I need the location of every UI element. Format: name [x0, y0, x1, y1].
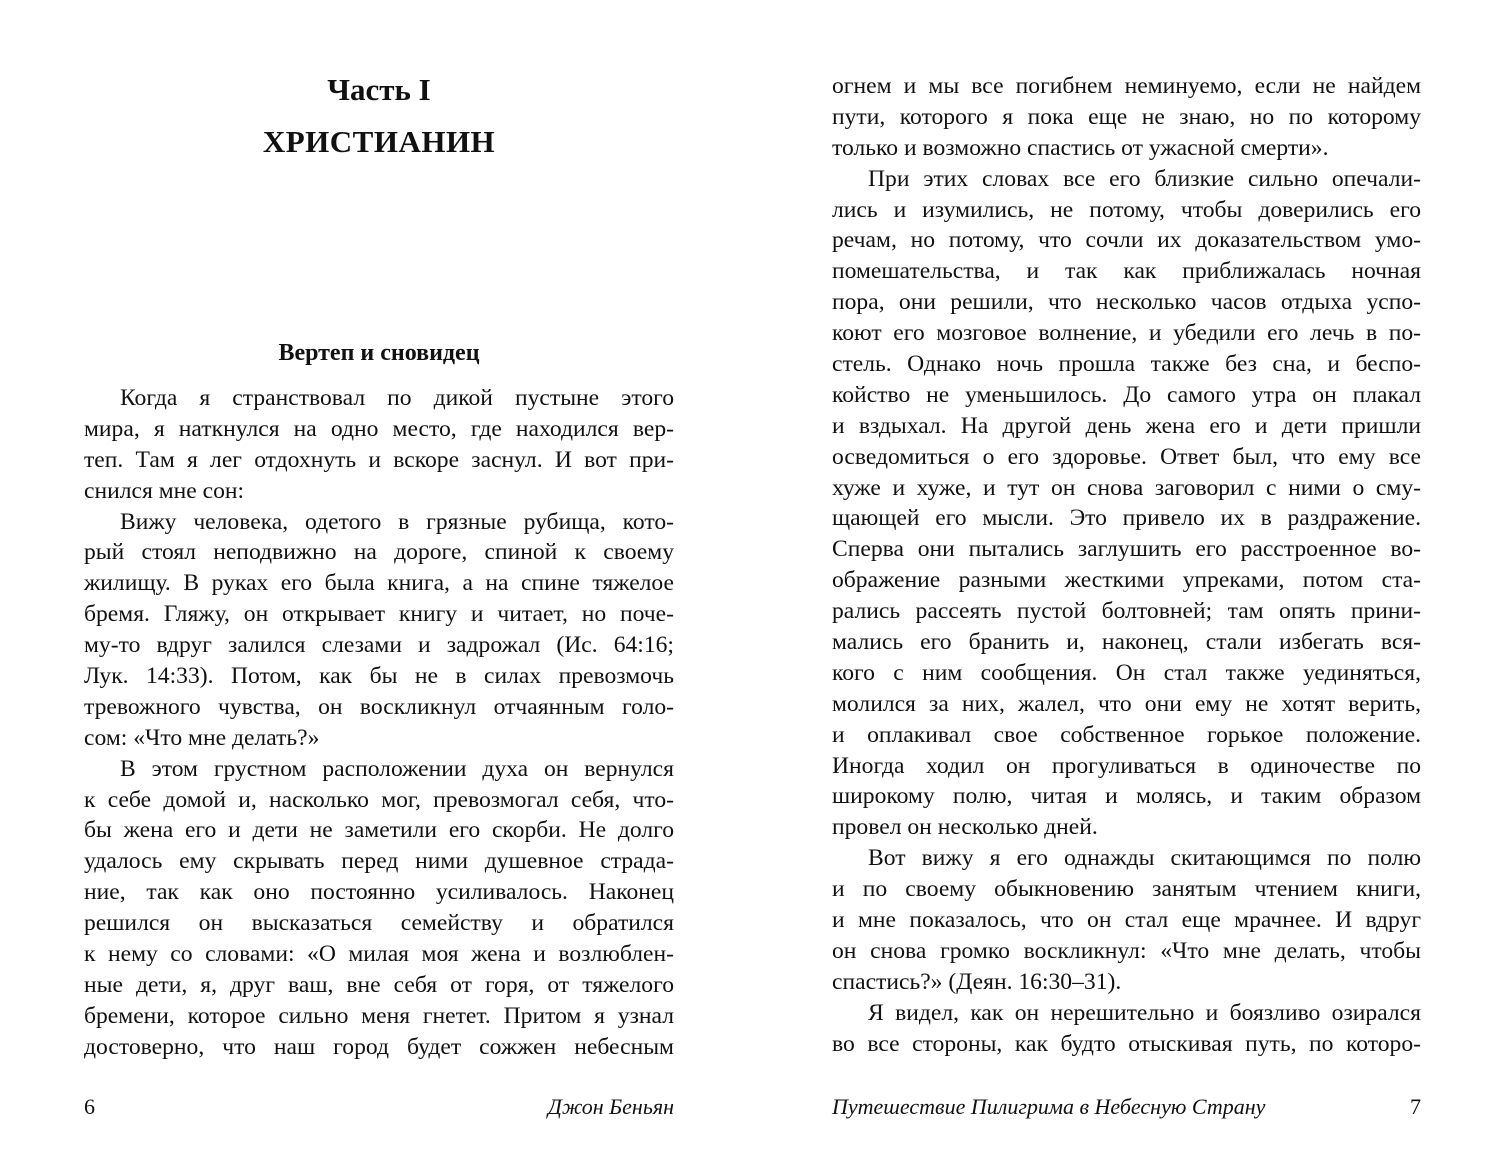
text-line: Вот вижу я его однажды скитающимся по полю: [868, 845, 1421, 872]
text-line: Сперва они пытались заглушить его расстроенное во-: [832, 536, 1421, 563]
text-line: щающей его мысли. Это привело их в раздражение.: [832, 505, 1421, 532]
text-line: снился мне сон:: [84, 477, 245, 504]
text-line: речам, но потому, что сочли их доказательством умо-: [832, 227, 1421, 254]
text-line: пути, которого я пока еще не знаю, но по которому: [832, 103, 1421, 130]
text-line: жилищу. В руках его была книга, а на спине тяжелое: [84, 570, 674, 597]
text-line: коют его мозговое волнение, и убедили его лечь в по-: [832, 320, 1421, 347]
text-line: достоверно, что наш город будет сожжен небесным: [84, 1033, 674, 1060]
text-line: стель. Однако ночь прошла также без сна, и беспо-: [832, 351, 1421, 378]
text-line: помешательства, и так как приближалась ночная: [832, 258, 1421, 285]
part-title: Часть I: [327, 72, 431, 107]
text-line: В этом грустном расположении духа он вернулся: [120, 755, 674, 782]
text-line: Вижу человека, одетого в грязные рубища, кото-: [120, 508, 674, 535]
text-line: койство не уменьшилось. До самого утра он плакал: [832, 381, 1421, 408]
text-line: и мне показалось, что он стал еще мрачнее. И вдруг: [832, 907, 1421, 934]
text-line: му-то вдруг залился слезами и задрожал (Ис. 64:16;: [84, 632, 674, 659]
text-line: рый стоял неподвижно на дороге, спиной к своему: [84, 539, 674, 566]
text-line: спастись?» (Деян. 16:30–31).: [832, 968, 1122, 995]
part-subtitle: ХРИСТИАНИН: [262, 124, 496, 159]
text-line: Иногда ходил он прогуливаться в одиночестве по: [832, 752, 1421, 779]
left-body-text: [84, 383, 674, 1063]
text-line: провел он несколько дней.: [832, 814, 1098, 841]
text-line: мира, я наткнулся на одно место, где находился вер-: [84, 415, 674, 442]
text-line: огнем и мы все погибнем неминуемо, если не найдем: [832, 73, 1421, 99]
right-page: [832, 0, 1421, 1175]
text-line: пора, они решили, что несколько часов отдыха успо-: [832, 289, 1421, 316]
text-line: ображение разными жесткими упреками, потом ста-: [832, 567, 1421, 594]
page-number-left: 6: [84, 1094, 95, 1119]
left-page: [84, 0, 674, 1175]
text-line: к себе домой и, насколько мог, превозмогал себя, что-: [84, 786, 674, 813]
running-head-author: Джон Беньян: [547, 1094, 674, 1119]
text-line: сом: «Что мне делать?»: [84, 724, 320, 751]
text-line: во все стороны, как будто отыскивая путь, по которо-: [832, 1030, 1421, 1057]
text-line: теп. Там я лег отдохнуть и вскоре заснул. И вот при-: [84, 446, 674, 473]
text-line: только и возможно спастись от ужасной смерти».: [832, 134, 1329, 161]
text-line: кого с ним сообщения. Он стал также уединяться,: [832, 659, 1421, 686]
text-line: широкому полю, читая и молясь, и таким образом: [832, 783, 1421, 810]
text-line: осведомиться о его здоровье. Ответ был, что ему все: [832, 443, 1421, 470]
text-line: молился за них, жалел, что они ему не хотят верить,: [832, 690, 1421, 717]
text-line: Когда я странствовал по дикой пустыне этого: [120, 385, 674, 411]
text-line: бремя. Гляжу, он открывает книгу и читает, но поче-: [84, 601, 674, 628]
text-line: и по своему обыкновению занятым чтением книги,: [832, 876, 1421, 903]
text-line: мались его бранить и, наконец, стали избегать вся-: [832, 629, 1421, 656]
page-number-right: 7: [1410, 1094, 1421, 1119]
text-line: ные дети, я, друг ваш, вне себя от горя, от тяжелого: [84, 971, 674, 998]
text-line: бы жена его и дети не заметили его скорби. Не долго: [84, 817, 674, 844]
running-head-title: Путешествие Пилигрима в Небесную Страну: [832, 1094, 1266, 1119]
text-line: хуже и хуже, и тут он снова заговорил с ними о сму-: [832, 474, 1421, 501]
right-body-text: [832, 71, 1421, 1060]
text-line: и оплакивал свое собственное горькое положение.: [832, 721, 1421, 748]
text-line: рались рассеять пустой болтовней; там опять прини-: [832, 598, 1421, 625]
text-line: он снова громко воскликнул: «Что мне делать, чтобы: [832, 937, 1421, 964]
text-line: тревожного чувства, он воскликнул отчаянным голо-: [84, 693, 674, 720]
text-line: и вздыхал. На другой день жена его и дети пришли: [832, 412, 1421, 439]
text-line: решился он высказаться семейству и обратился: [84, 910, 674, 937]
text-line: Лук. 14:33). Потом, как бы не в силах превозмочь: [84, 663, 674, 690]
text-line: лись и изумились, не потому, чтобы доверились его: [832, 196, 1421, 223]
text-line: к нему со словами: «О милая моя жена и возлюблен-: [84, 941, 674, 968]
text-line: Я видел, как он нерешительно и боязливо озирался: [868, 999, 1421, 1026]
text-line: ние, так как оно постоянно усиливалось. Наконец: [84, 879, 674, 906]
text-line: удалось ему скрывать перед ними душевное страда-: [84, 848, 674, 875]
section-title: Вертеп и сновидец: [278, 340, 480, 366]
text-line: При этих словах все его близкие сильно опечали-: [868, 165, 1421, 192]
text-line: бремени, которое сильно меня гнетет. Притом я узнал: [84, 1002, 674, 1029]
